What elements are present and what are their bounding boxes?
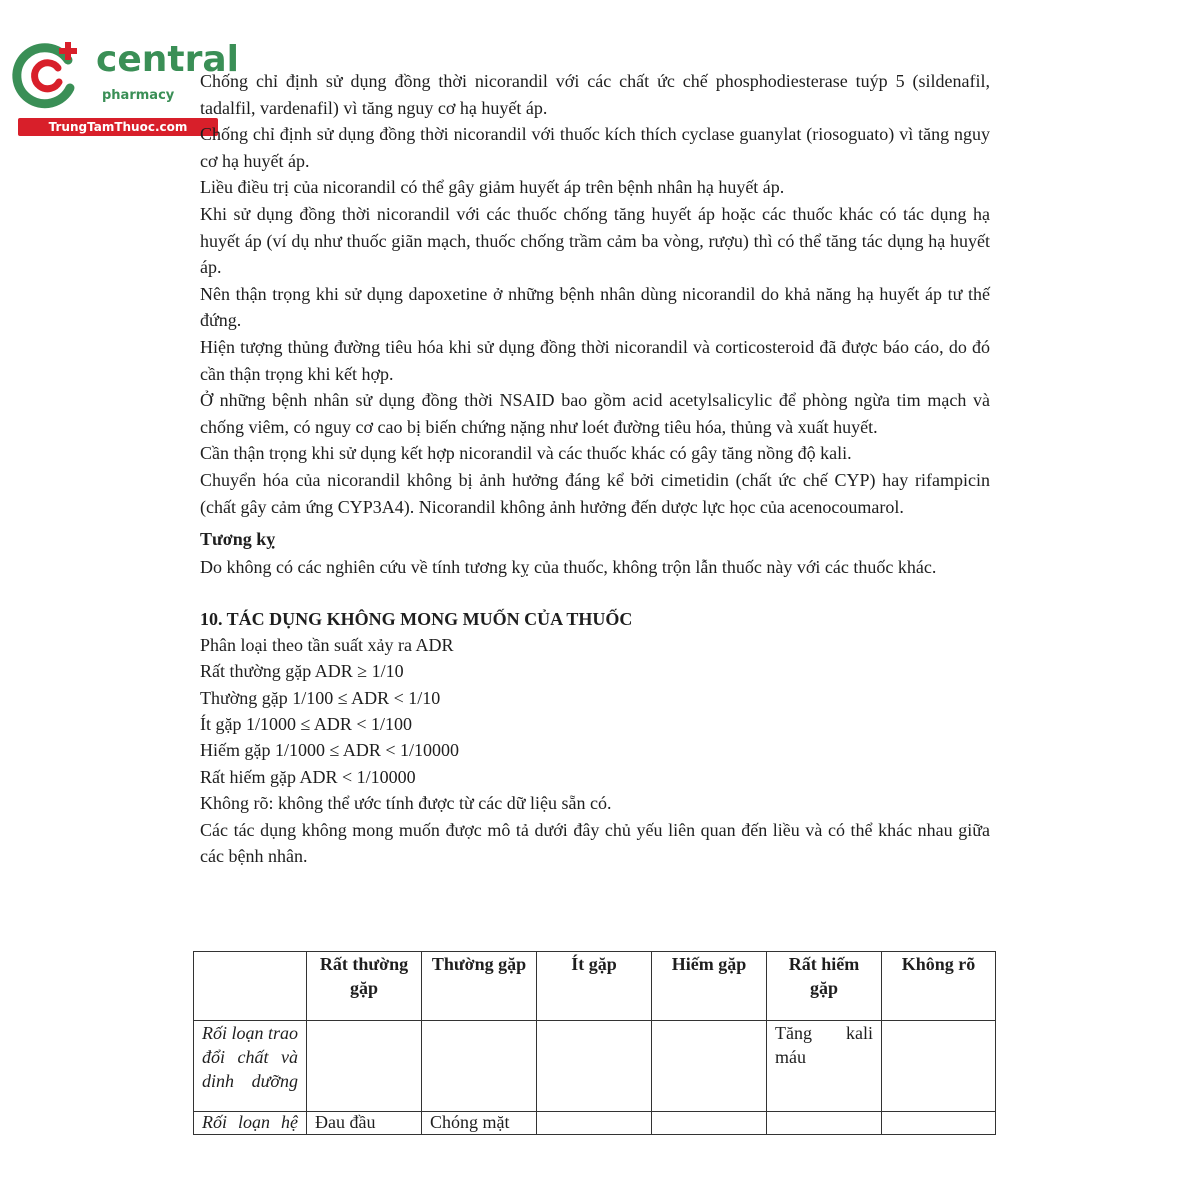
frequency-line: Thường gặp 1/100 ≤ ADR < 1/10	[200, 687, 441, 708]
pharmacy-logo-icon	[10, 38, 82, 110]
frequency-line: Rất hiếm gặp ADR < 1/10000	[200, 766, 416, 787]
frequency-line: Không rõ: không thể ước tính được từ các dữ liệu sẵn có.	[200, 793, 612, 814]
table-cell	[767, 1112, 882, 1135]
paragraph: Liều điều trị của nicorandil có thể gây giảm huyết áp trên bệnh nhân hạ huyết áp.	[200, 177, 785, 198]
paragraph: Cần thận trọng khi sử dụng kết hợp nicorandil và các thuốc khác có gây tăng nồng độ kali.	[200, 443, 852, 464]
table-header-cell: Không rõ	[882, 952, 996, 1021]
compat-text: Do không có các nghiên cứu về tính tương kỵ của thuốc, không trộn lẫn thuốc này với các thuốc khác.	[200, 557, 937, 578]
table-cell	[882, 1112, 996, 1135]
table-cell: Chóng mặt	[422, 1112, 537, 1135]
table-cell	[537, 1112, 652, 1135]
paragraph: Nên thận trọng khi sử dụng dapoxetine ở những bệnh nhân dùng nicorandil do khả năng hạ huyết áp tư thế đứng.	[200, 283, 990, 331]
adr-intro: Các tác dụng không mong muốn được mô tả dưới đây chủ yếu liên quan đến liều và có thể khác nhau giữa các bệnh nhân.	[200, 819, 990, 867]
table-header-cell: Rất hiếm gặp	[767, 952, 882, 1021]
table-row-label: Rối loạn hệ	[194, 1112, 307, 1135]
paragraph: Ở những bệnh nhân sử dụng đồng thời NSAID bao gồm acid acetylsalicylic để phòng ngừa tim mạch và chống viêm, có nguy cơ cao bị biến chứng nặng như loét đường tiêu hóa, thủng và xuất huyết.	[200, 390, 990, 437]
table-cell	[422, 1021, 537, 1112]
compat-heading: Tương kỵ	[200, 529, 276, 550]
table-cell	[307, 1021, 422, 1112]
paragraph: Chống chỉ định sử dụng đồng thời nicorandil với các chất ức chế phosphodiesterase tuýp 5 (sildenafil, tadalfil, vardenafil) vì tăng nguy cơ hạ huyết áp.	[200, 71, 990, 118]
table-header-cell: Rất thường gặp	[307, 952, 422, 1021]
table-cell	[652, 1112, 767, 1135]
table-header-cell: Ít gặp	[537, 952, 652, 1021]
paragraph: Khi sử dụng đồng thời nicorandil với các thuốc chống tăng huyết áp hoặc các thuốc khác có tác dụng hạ huyết áp (ví dụ như thuốc giãn mạch, thuốc chống trầm cảm ba vòng, rượu) thì có thể tăng tác dụng hạ huyết áp.	[200, 203, 990, 278]
table-row	[194, 1021, 996, 1112]
table-cell	[652, 1021, 767, 1112]
frequency-line: Ít gặp 1/1000 ≤ ADR < 1/100	[200, 713, 413, 734]
paragraph: Chống chỉ định sử dụng đồng thời nicorandil với thuốc kích thích cyclase guanylat (riosoguato) vì tăng nguy cơ hạ huyết áp.	[200, 124, 990, 171]
table-header-row	[194, 952, 996, 1021]
pharmacy-logo	[10, 38, 239, 138]
table-row-label: Rối loạn trao đổi chất và dinh dưỡng	[194, 1021, 307, 1112]
frequency-line: Rất thường gặp ADR ≥ 1/10	[200, 661, 404, 682]
adr-table	[193, 951, 996, 1135]
table-cell	[537, 1021, 652, 1112]
table-cell: Đau đầu	[307, 1112, 422, 1135]
table-cell: Tăng kali máu	[767, 1021, 882, 1112]
logo-banner: TrungTamThuoc.com	[18, 118, 218, 136]
paragraph: Hiện tượng thủng đường tiêu hóa khi sử dụng đồng thời nicorandil và corticosteroid đã được báo cáo, do đó cần thận trọng khi kết hợp.	[200, 336, 990, 384]
paragraph: Chuyển hóa của nicorandil không bị ảnh hưởng đáng kể bởi cimetidin (chất ức chế CYP) hay rifampicin (chất gây cảm ứng CYP3A4). Nicorandil không ảnh hưởng đến dược lực học của acenocoumarol.	[200, 469, 990, 517]
table-row	[194, 1112, 996, 1135]
section-title: 10. TÁC DỤNG KHÔNG MONG MUỐN CỦA THUỐC	[200, 608, 633, 629]
logo-brand-text: central	[96, 39, 239, 80]
frequency-line: Phân loại theo tần suất xảy ra ADR	[200, 634, 454, 655]
table-header-cell	[194, 952, 307, 1021]
frequency-line: Hiếm gặp 1/1000 ≤ ADR < 1/10000	[200, 740, 460, 761]
table-header-cell: Thường gặp	[422, 952, 537, 1021]
table-cell	[882, 1021, 996, 1112]
document-body	[200, 68, 990, 870]
logo-sub-text: pharmacy	[102, 88, 175, 103]
table-header-cell: Hiếm gặp	[652, 952, 767, 1021]
